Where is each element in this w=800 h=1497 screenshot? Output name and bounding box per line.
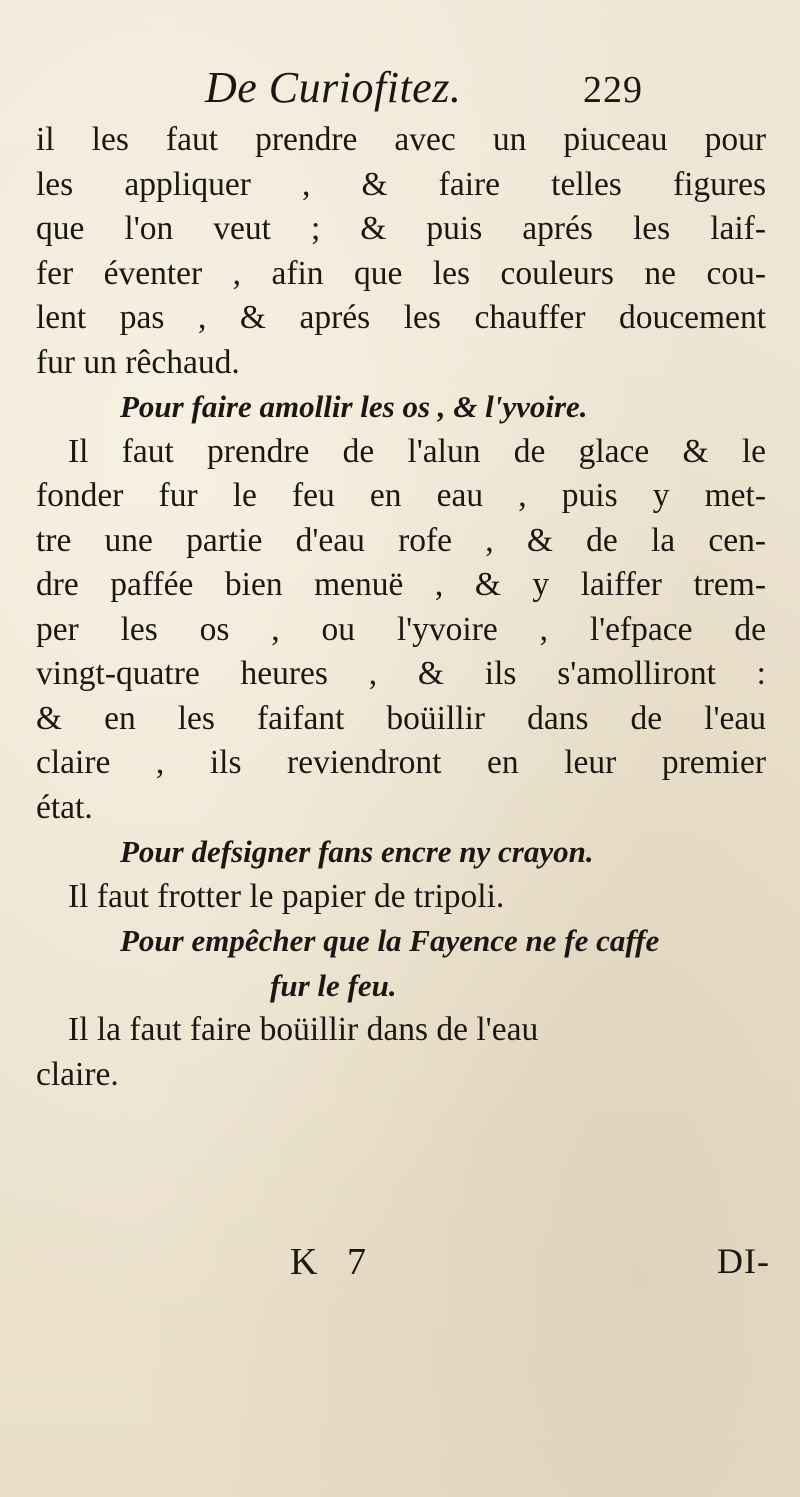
text-line: fer éventer , afin que les couleurs ne cou- bbox=[36, 254, 766, 292]
text-line: dre paffée bien menuë , & y laiffer trem- bbox=[36, 566, 766, 603]
text-line: & en les faifant boüillir dans de l'eau bbox=[36, 699, 766, 737]
text-line: état. bbox=[36, 788, 93, 826]
text-line: les appliquer , & faire telles figures bbox=[36, 165, 766, 203]
body-text bbox=[36, 118, 766, 1097]
text-line: que l'on veut ; & puis aprés les laif- bbox=[36, 210, 766, 247]
text-line: claire , ils reviendront en leur premier bbox=[36, 744, 766, 781]
signature-mark: K 7 bbox=[290, 1241, 376, 1283]
recipe-heading-draw-without-ink: Pour defsigner fans encre ny crayon. bbox=[120, 834, 594, 869]
page-number: 229 bbox=[583, 69, 643, 111]
text-line: tre une partie d'eau rofe , & de la cen- bbox=[36, 521, 766, 559]
text-line: Il la faut faire boüillir dans de l'eau bbox=[68, 1011, 539, 1048]
text-line: lent pas , & aprés les chauffer doucement bbox=[36, 299, 766, 336]
recipe-heading-soften-bones: Pour faire amollir les os , & l'yvoire. bbox=[120, 389, 588, 424]
page-footer bbox=[0, 1240, 800, 1300]
text-line: fonder fur le feu en eau , puis y met- bbox=[36, 477, 766, 514]
catchword: DI- bbox=[717, 1241, 770, 1281]
recipe-heading-faience: Pour empêcher que la Fayence ne fe caffe bbox=[120, 923, 660, 958]
page-header bbox=[0, 62, 800, 122]
recipe-heading-faience-cont: fur le feu. bbox=[270, 967, 397, 1003]
text-line: vingt-quatre heures , & ils s'amolliront : bbox=[36, 655, 766, 692]
text-line: per les os , ou l'yvoire , l'efpace de bbox=[36, 610, 766, 648]
text-line: il les faut prendre avec un piuceau pour bbox=[36, 121, 766, 158]
text-line: fur un rêchaud. bbox=[36, 343, 240, 381]
text-line: claire. bbox=[36, 1055, 119, 1093]
running-title: De Curiofitez. bbox=[205, 63, 462, 112]
text-line: Il faut frotter le papier de tripoli. bbox=[68, 877, 505, 915]
text-line: Il faut prendre de l'alun de glace & le bbox=[68, 432, 766, 470]
